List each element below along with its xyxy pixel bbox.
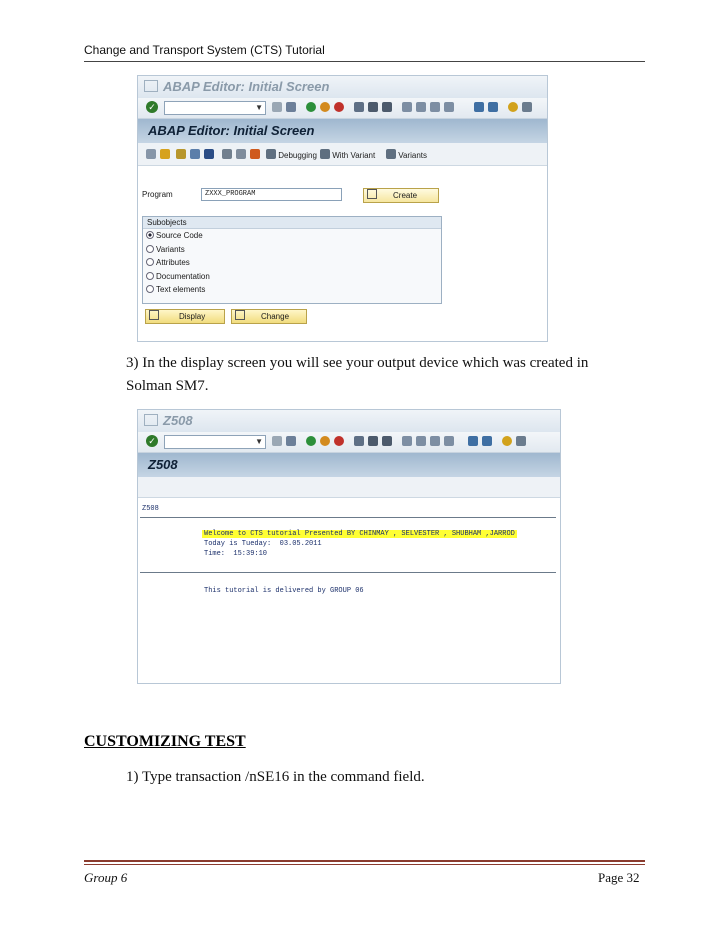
cancel-icon[interactable] [334, 102, 344, 112]
subobjects-label: Subobjects [143, 217, 441, 229]
subobjects-group [142, 216, 442, 304]
screenshot-abap-editor [137, 75, 548, 342]
help-icon[interactable] [502, 436, 512, 446]
check-syntax-icon[interactable] [160, 149, 170, 159]
window-menu-icon[interactable] [144, 414, 158, 426]
standard-toolbar [138, 432, 560, 453]
exit-icon[interactable] [320, 102, 330, 112]
debug-icon [266, 149, 276, 159]
program-input[interactable]: ZXXX_PROGRAM [201, 188, 342, 201]
welcome-line: Welcome to CTS tutorial Presented BY CHINMAY , SELVESTER , SHUBHAM ,JARROD [204, 530, 515, 538]
footer-rule-thin [84, 864, 645, 865]
program-label: Program [142, 190, 173, 199]
enter-check-icon[interactable]: ✓ [146, 435, 158, 447]
next-page-icon[interactable] [430, 436, 440, 446]
screenshot-z508-output [137, 409, 561, 684]
exit-icon[interactable] [320, 436, 330, 446]
change-button[interactable]: Change [231, 309, 307, 324]
window-title: Z508 [163, 413, 193, 428]
new-document-icon [367, 189, 377, 199]
find-next-icon[interactable] [382, 102, 392, 112]
radio-documentation[interactable]: Documentation [146, 272, 210, 281]
prev-page-icon[interactable] [416, 102, 426, 112]
save-icon[interactable] [286, 436, 296, 446]
find-icon[interactable] [368, 436, 378, 446]
first-page-icon[interactable] [402, 436, 412, 446]
new-session-icon[interactable] [474, 102, 484, 112]
debugging-button[interactable]: Debugging [266, 148, 317, 160]
window-title-bar [138, 76, 547, 98]
chevron-down-icon[interactable]: ▼ [255, 103, 263, 112]
shortcut-icon[interactable] [488, 102, 498, 112]
application-toolbar [138, 143, 547, 166]
save-icon[interactable] [286, 102, 296, 112]
command-field[interactable] [164, 101, 266, 115]
step-3-line-1: 3) In the display screen you will see your output device which was created in [126, 355, 589, 371]
variants-button[interactable]: Variants [386, 148, 427, 160]
radio-icon [146, 272, 154, 280]
back-icon[interactable] [306, 102, 316, 112]
footer-rule [84, 860, 645, 862]
step-3-line-2: Solman SM7. [126, 378, 209, 394]
chevron-down-icon[interactable]: ▼ [255, 437, 263, 446]
time-line: Time: 15:39:10 [204, 550, 268, 558]
date-line: Today is Tueday: 03.05.2011 [204, 540, 322, 548]
execute-icon[interactable] [250, 149, 260, 159]
radio-text-elements[interactable]: Text elements [146, 285, 205, 294]
display-button[interactable]: Display [145, 309, 225, 324]
copy-icon[interactable] [236, 149, 246, 159]
back-arrow-icon[interactable] [272, 102, 282, 112]
radio-icon [146, 245, 154, 253]
layout-menu-icon[interactable] [516, 436, 526, 446]
find-next-icon[interactable] [382, 436, 392, 446]
delete-icon[interactable] [222, 149, 232, 159]
footer-group: Group 6 [84, 870, 128, 885]
list-rule-top [140, 517, 556, 518]
window-title: ABAP Editor: Initial Screen [163, 79, 330, 94]
list-header: Z508 [142, 505, 159, 513]
application-toolbar [138, 477, 560, 498]
next-page-icon[interactable] [430, 102, 440, 112]
prev-page-icon[interactable] [416, 436, 426, 446]
last-page-icon[interactable] [444, 436, 454, 446]
last-page-icon[interactable] [444, 102, 454, 112]
enter-check-icon[interactable]: ✓ [146, 101, 158, 113]
with-variant-button[interactable]: With Variant [320, 148, 375, 160]
back-icon[interactable] [306, 436, 316, 446]
find-icon[interactable] [368, 102, 378, 112]
print-icon[interactable] [354, 436, 364, 446]
pencil-icon [235, 310, 245, 320]
radio-selected-icon [146, 231, 154, 239]
other-object-icon[interactable] [146, 149, 156, 159]
editor-body [138, 166, 547, 342]
radio-source-code[interactable]: Source Code [146, 231, 203, 240]
list-output [138, 498, 560, 683]
print-icon[interactable] [354, 102, 364, 112]
cancel-icon[interactable] [334, 436, 344, 446]
create-button[interactable]: Create [363, 188, 439, 203]
layout-menu-icon[interactable] [522, 102, 532, 112]
radio-icon [146, 285, 154, 293]
variants-icon [386, 149, 396, 159]
shortcut-icon[interactable] [482, 436, 492, 446]
variant-icon [320, 149, 330, 159]
new-session-icon[interactable] [468, 436, 478, 446]
activate-icon[interactable] [176, 149, 186, 159]
first-page-icon[interactable] [402, 102, 412, 112]
standard-toolbar [138, 98, 547, 119]
where-used-icon[interactable] [204, 149, 214, 159]
screen-title: ABAP Editor: Initial Screen [138, 119, 547, 143]
back-arrow-icon[interactable] [272, 436, 282, 446]
radio-icon [146, 258, 154, 266]
radio-variants[interactable]: Variants [146, 245, 185, 254]
delivered-line: This tutorial is delivered by GROUP 06 [204, 587, 364, 595]
command-field[interactable] [164, 435, 266, 449]
radio-attributes[interactable]: Attributes [146, 258, 190, 267]
help-icon[interactable] [508, 102, 518, 112]
running-header: Change and Transport System (CTS) Tutorial [84, 43, 325, 57]
window-menu-icon[interactable] [144, 80, 158, 92]
header-rule [84, 61, 645, 62]
screen-title: Z508 [138, 453, 560, 477]
window-title-bar [138, 410, 560, 432]
section-heading: CUSTOMIZING TEST [84, 733, 246, 750]
list-rule-mid [140, 572, 556, 573]
test-icon[interactable] [190, 149, 200, 159]
glasses-icon [149, 310, 159, 320]
page-number: Page 32 [598, 870, 640, 885]
step-1-text: 1) Type transaction /nSE16 in the command field. [126, 769, 425, 785]
